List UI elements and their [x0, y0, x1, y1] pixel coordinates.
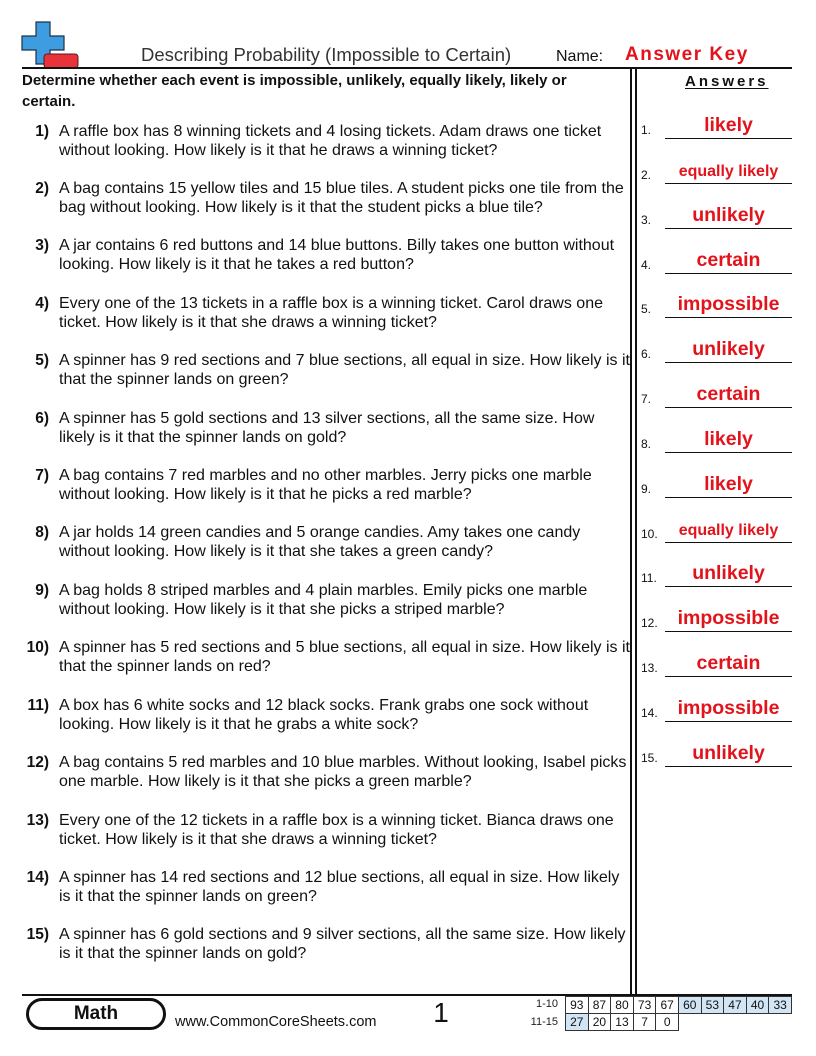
- question-text: [59, 236, 614, 274]
- answer-value: unlikely: [665, 562, 792, 587]
- answer-number: 2.: [641, 167, 652, 182]
- question-text-line: without looking. How likely is it that she takes a green candy?: [59, 543, 494, 561]
- question-text-line: one marble. How likely is it that she picks a green marble?: [59, 773, 472, 791]
- question-text: [59, 638, 630, 676]
- answer-number: 3.: [641, 212, 652, 227]
- answer-value: certain: [665, 652, 792, 677]
- plus-minus-logo-icon: [20, 20, 80, 70]
- score-cell: 53: [701, 996, 725, 1014]
- name-label: Name:: [556, 48, 604, 65]
- answer-row: [636, 139, 792, 184]
- question-item: [22, 811, 628, 868]
- question-text-line: without looking. How likely is it that she picks a striped marble?: [59, 600, 505, 618]
- question-text: [59, 122, 601, 160]
- question-item: [22, 581, 628, 638]
- question-text-line: A box has 6 white socks and 12 black socks. Frank grabs one sock without: [59, 696, 589, 714]
- answer-row: [636, 318, 792, 363]
- plus-minus-icon: [20, 20, 80, 70]
- question-number: 2): [35, 179, 49, 197]
- score-cell: 67: [655, 996, 679, 1014]
- answer-value: impossible: [665, 293, 792, 318]
- score-cell: 7: [633, 1013, 657, 1031]
- question-text: [59, 581, 587, 619]
- answer-row: [636, 274, 792, 319]
- answer-number: 6.: [641, 347, 652, 362]
- answer-row: [636, 229, 792, 274]
- answer-value: likely: [665, 114, 792, 139]
- answer-row: [636, 184, 792, 229]
- answer-number: 8.: [641, 436, 652, 451]
- question-text-line: A spinner has 5 red sections and 5 blue sections, all equal in size. How likely is it: [59, 639, 630, 657]
- question-item: [22, 868, 628, 925]
- answer-number: 7.: [641, 392, 652, 407]
- question-text-line: is it that the spinner lands on green?: [59, 887, 317, 905]
- question-text: [59, 351, 630, 389]
- answer-number: 14.: [641, 705, 658, 720]
- question-text-line: looking. How likely is it that he grabs a white sock?: [59, 715, 419, 733]
- name-value: Answer Key: [625, 44, 749, 65]
- question-text: [59, 466, 592, 504]
- question-item: [22, 122, 628, 179]
- answer-row: [636, 408, 792, 453]
- question-number: 1): [35, 122, 49, 140]
- question-item: [22, 523, 628, 580]
- score-cell: 60: [678, 996, 702, 1014]
- score-cell: 13: [610, 1013, 634, 1031]
- answer-value: unlikely: [665, 338, 792, 363]
- question-number: 13): [26, 811, 49, 829]
- score-cell: 73: [633, 996, 657, 1014]
- score-row-label: 11-15: [530, 1016, 558, 1028]
- answer-value: unlikely: [665, 204, 792, 229]
- question-number: 9): [35, 581, 49, 599]
- question-text-line: ticket. How likely is it that she draws a winning ticket?: [59, 313, 437, 331]
- question-text: [59, 294, 603, 332]
- answer-value: impossible: [665, 607, 792, 632]
- question-text: [59, 868, 619, 906]
- question-text: [59, 179, 624, 217]
- question-item: [22, 294, 628, 351]
- score-row-label: 1-10: [535, 998, 558, 1010]
- question-text: [59, 753, 626, 791]
- question-text-line: Every one of the 12 tickets in a raffle box is a winning ticket. Bianca draws one: [59, 811, 614, 829]
- question-text: [59, 925, 626, 963]
- answer-number: 13.: [641, 661, 658, 676]
- answer-row: [636, 543, 792, 588]
- answer-row: [636, 94, 792, 139]
- answer-number: 10.: [641, 526, 658, 541]
- question-text-line: ticket. How likely is it that she draws a winning ticket?: [59, 830, 437, 848]
- question-text-line: is it that the spinner lands on gold?: [59, 945, 307, 963]
- answer-value: likely: [665, 428, 792, 453]
- answer-value: unlikely: [665, 742, 792, 767]
- answer-value: equally likely: [665, 163, 792, 184]
- answer-value: impossible: [665, 697, 792, 722]
- answer-row: [636, 677, 792, 722]
- question-text-line: A spinner has 6 gold sections and 9 silver sections, all the same size. How likely: [59, 926, 626, 944]
- question-number: 8): [35, 524, 49, 542]
- minus-icon: [44, 54, 78, 68]
- question-item: [22, 925, 628, 982]
- score-cell: 40: [746, 996, 770, 1014]
- question-item: [22, 753, 628, 810]
- answer-list: [636, 94, 792, 767]
- answer-row: [636, 453, 792, 498]
- answer-row: [636, 363, 792, 408]
- answer-number: 9.: [641, 481, 652, 496]
- question-text-line: A bag contains 15 yellow tiles and 15 blue tiles. A student picks one tile from the: [59, 179, 624, 197]
- question-text-line: A spinner has 5 gold sections and 13 silver sections, all the same size. How: [59, 409, 595, 427]
- score-cell: 47: [723, 996, 747, 1014]
- score-cell: 80: [610, 996, 634, 1014]
- question-text-line: that the spinner lands on red?: [59, 658, 271, 676]
- score-table-row: [565, 1013, 679, 1031]
- score-cell: 0: [655, 1013, 679, 1031]
- answer-number: 15.: [641, 750, 658, 765]
- question-item: [22, 351, 628, 408]
- question-text-line: A spinner has 14 red sections and 12 blue sections, all equal in size. How likely: [59, 868, 620, 886]
- question-text-line: that the spinner lands on green?: [59, 371, 289, 389]
- question-item: [22, 696, 628, 753]
- answers-heading: Answers: [685, 73, 769, 90]
- column-divider-left: [630, 68, 632, 995]
- answer-row: [636, 722, 792, 767]
- question-text-line: A bag contains 7 red marbles and no other marbles. Jerry picks one marble: [59, 467, 592, 485]
- question-text-line: A bag holds 8 striped marbles and 4 plain marbles. Emily picks one marble: [59, 581, 588, 599]
- question-text: [59, 696, 588, 734]
- question-number: 11): [27, 696, 49, 714]
- answer-number: 1.: [641, 122, 652, 137]
- question-number: 5): [35, 352, 49, 370]
- question-number: 4): [35, 294, 49, 312]
- question-number: 3): [35, 237, 49, 255]
- question-text-line: without looking. How likely is it that he picks a red marble?: [59, 486, 472, 504]
- question-text-line: A jar contains 6 red buttons and 14 blue buttons. Billy takes one button without: [59, 237, 615, 255]
- answer-row: [636, 587, 792, 632]
- question-text: [59, 409, 594, 447]
- question-number: 14): [26, 868, 49, 886]
- score-cell: 33: [768, 996, 792, 1014]
- question-text-line: Every one of the 13 tickets in a raffle box is a winning ticket. Carol draws one: [59, 294, 603, 312]
- question-text-line: likely is it that the spinner lands on gold?: [59, 428, 347, 446]
- answer-number: 11.: [641, 571, 657, 586]
- question-number: 10): [26, 639, 49, 657]
- question-text-line: bag without looking. How likely is it that the student picks a blue tile?: [59, 198, 543, 216]
- question-text-line: A bag contains 5 red marbles and 10 blue marbles. Without looking, Isabel picks: [59, 754, 627, 772]
- question-number: 7): [35, 467, 49, 485]
- question-text-line: without looking. How likely is it that he draws a winning ticket?: [59, 141, 498, 159]
- score-table-row: [565, 996, 792, 1014]
- question-text-line: A spinner has 9 red sections and 7 blue sections, all equal in size. How likely is it: [59, 352, 630, 370]
- page-title: Describing Probability (Impossible to Certain): [141, 44, 512, 65]
- answer-row: [636, 498, 792, 543]
- question-item: [22, 638, 628, 695]
- question-item: [22, 466, 628, 523]
- answer-value: likely: [665, 473, 792, 498]
- score-cell: 20: [588, 1013, 612, 1031]
- answer-number: 5.: [641, 302, 652, 317]
- answer-value: certain: [665, 249, 792, 274]
- question-number: 12): [26, 754, 49, 772]
- question-number: 15): [26, 926, 49, 944]
- page-number: 1: [433, 997, 449, 1028]
- answer-value: certain: [665, 383, 792, 408]
- answer-row: [636, 632, 792, 677]
- answer-value: equally likely: [665, 522, 792, 543]
- website-text: www.CommonCoreSheets.com: [175, 1014, 377, 1030]
- question-item: [22, 179, 628, 236]
- question-text: [59, 523, 580, 561]
- score-cell: 87: [588, 996, 612, 1014]
- question-item: [22, 236, 628, 293]
- answer-number: 4.: [641, 257, 652, 272]
- question-text-line: A raffle box has 8 winning tickets and 4 losing tickets. Adam draws one ticket: [59, 122, 602, 140]
- question-text: [59, 811, 614, 849]
- question-list: [22, 122, 628, 983]
- question-text-line: A jar holds 14 green candies and 5 orange candies. Amy takes one candy: [59, 524, 581, 542]
- instructions: Determine whether each event is impossible, unlikely, equally likely, likely or certain.: [22, 71, 567, 110]
- score-cell: 93: [565, 996, 589, 1014]
- question-text-line: looking. How likely is it that he takes a red button?: [59, 256, 414, 274]
- score-cell: 27: [565, 1013, 589, 1031]
- question-item: [22, 409, 628, 466]
- question-number: 6): [35, 409, 49, 427]
- subject-badge: Math: [26, 998, 166, 1030]
- answer-number: 12.: [641, 616, 658, 631]
